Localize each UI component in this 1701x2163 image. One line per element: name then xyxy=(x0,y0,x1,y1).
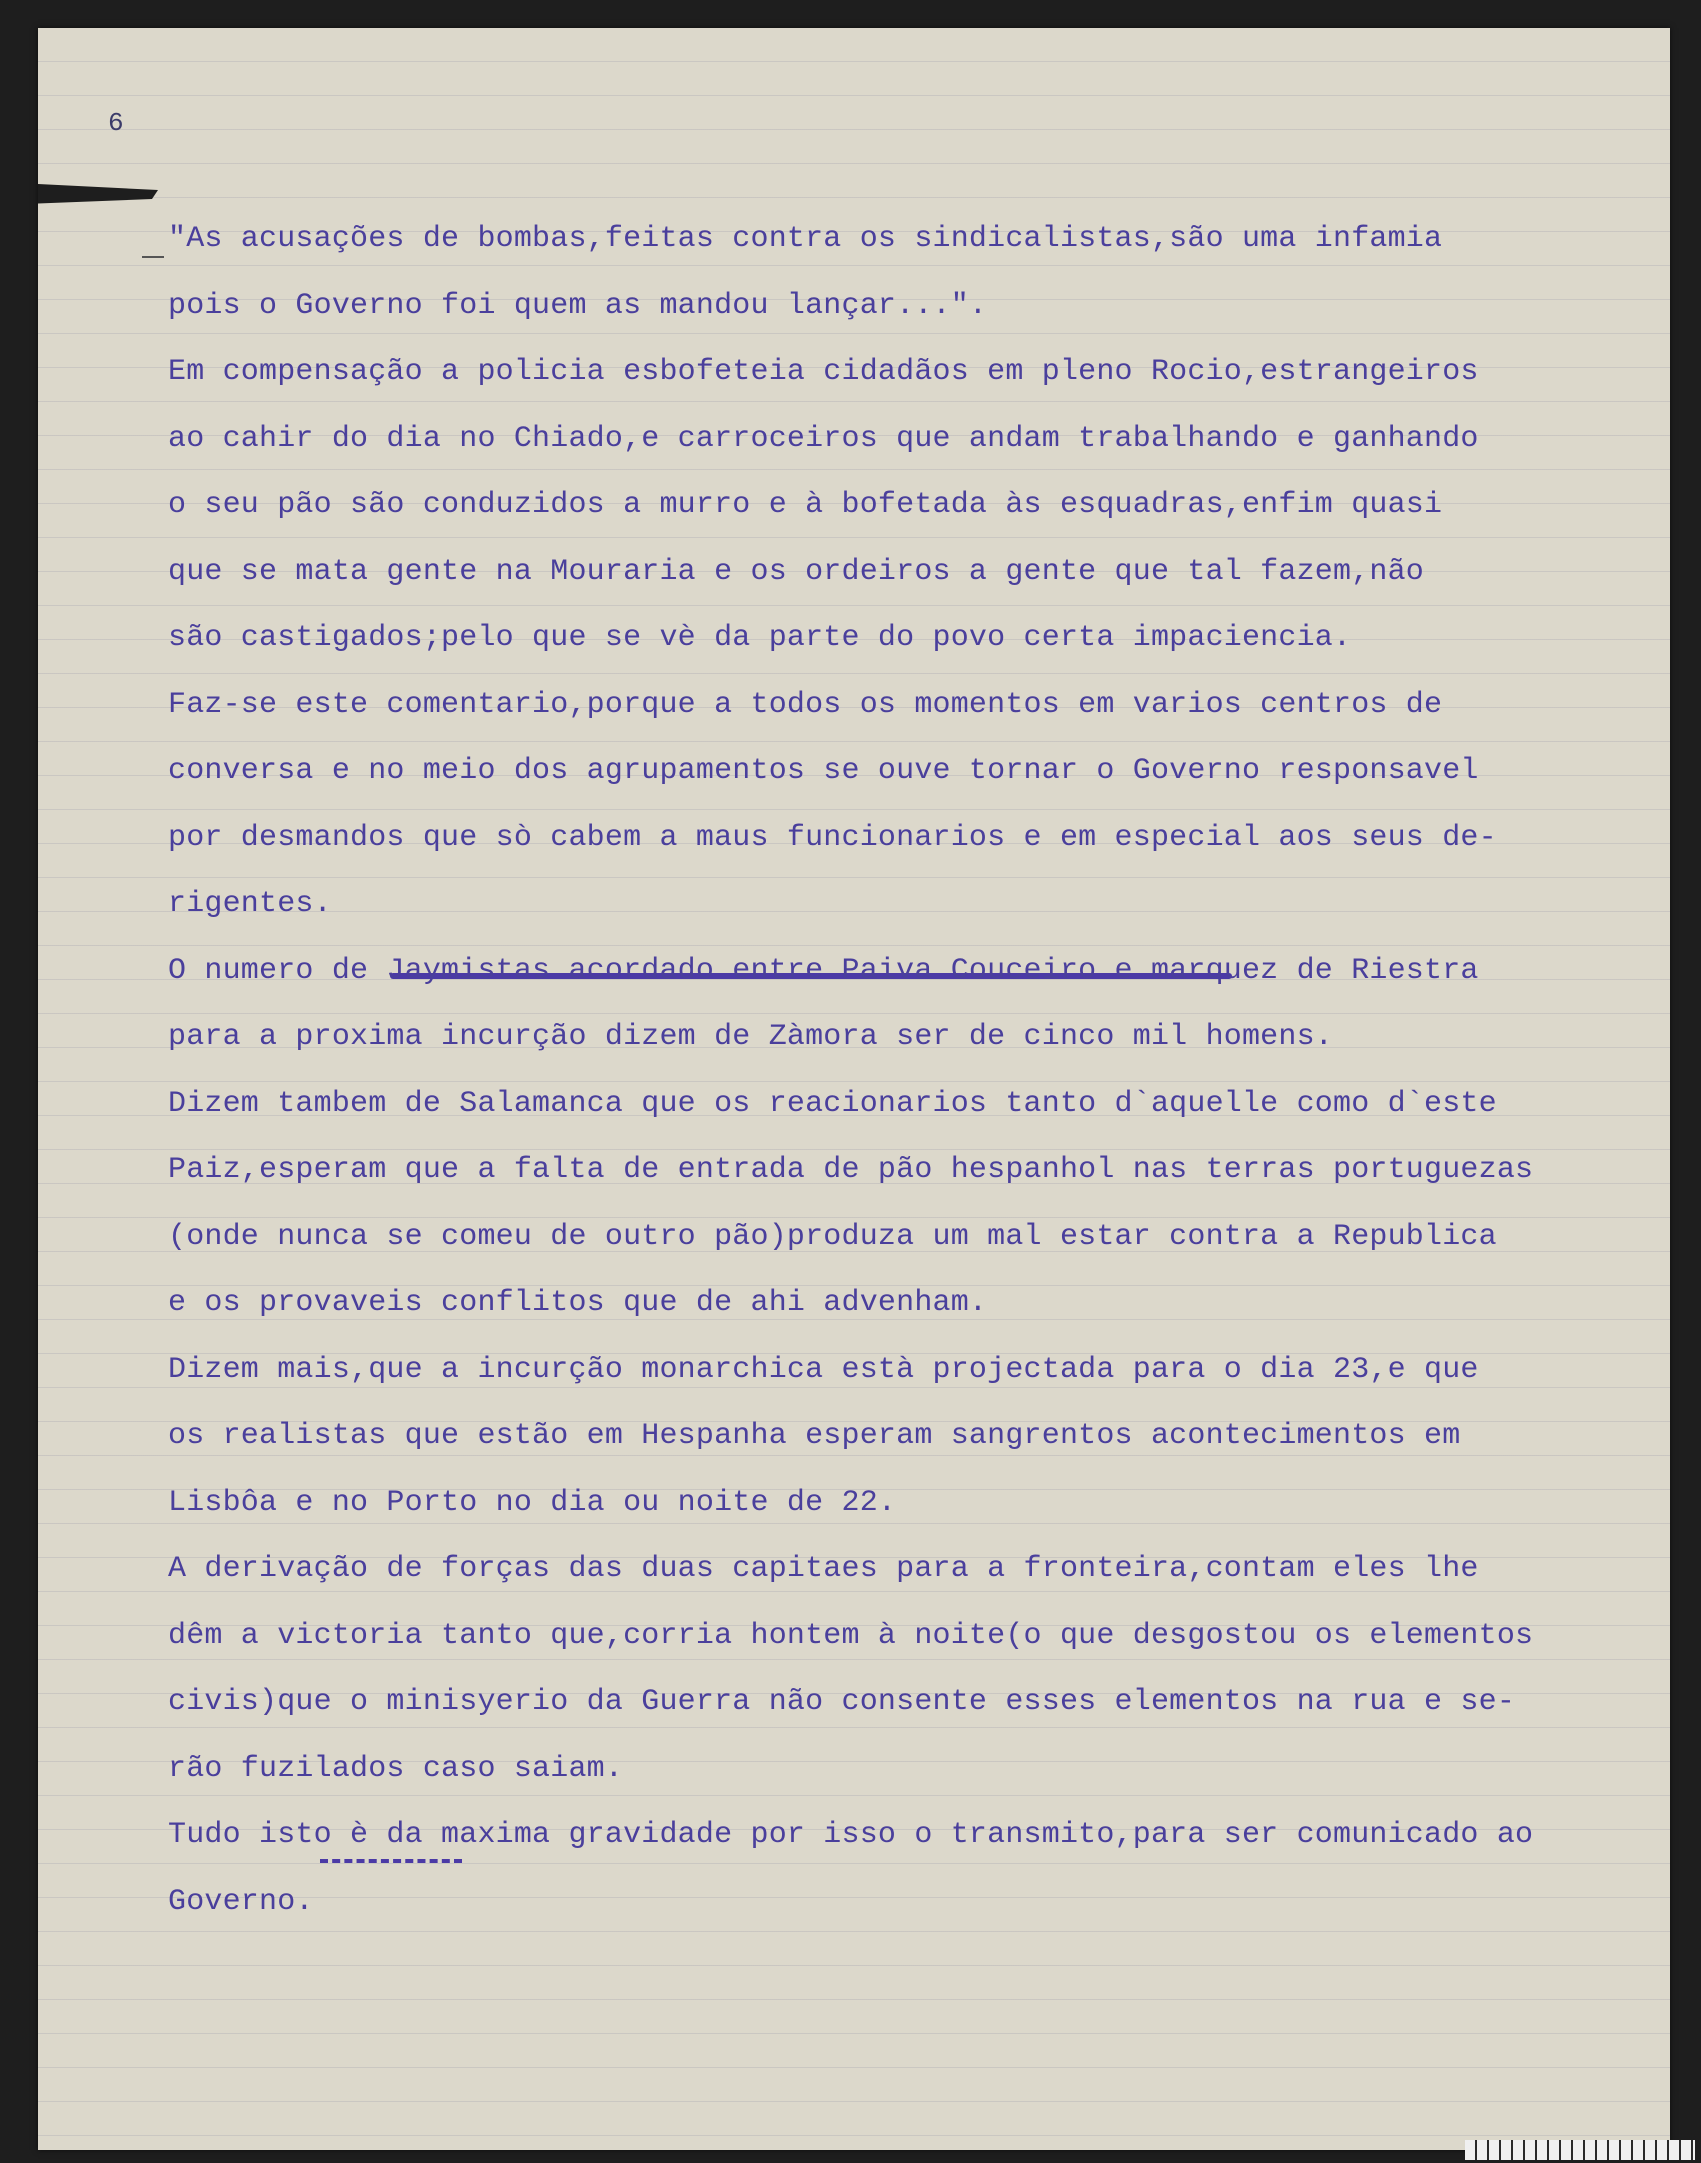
text-line: Em compensação a policia esbofeteia cidadãos em pleno Rocio,estrangeiros xyxy=(168,355,1479,389)
paragraph-block-2 xyxy=(168,938,1668,1936)
text-line: rigentes. xyxy=(168,887,332,921)
text-line: dêm a victoria tanto que,corria hontem à noite(o que desgostou os elementos xyxy=(168,1618,1534,1653)
text-line: Tudo isto è da maxima gravidade por isso o transmito,para ser comunicado ao xyxy=(168,1818,1534,1852)
text-line: por desmandos que sò cabem a maus funcionarios e em especial aos seus de- xyxy=(168,820,1497,855)
text-line: pois o Governo foi quem as mandou lançar...". xyxy=(168,288,988,323)
text-line: Governo. xyxy=(168,1884,314,1919)
typed-text-body xyxy=(168,206,1668,1935)
text-line: e os provaveis conflitos que de ahi advenham. xyxy=(168,1286,988,1320)
text-line: Dizem mais,que a incurção monarchica està projectada para o dia 23,e que xyxy=(168,1352,1479,1387)
text-line: (onde nunca se comeu de outro pão)produza um mal estar contra a Republica xyxy=(168,1219,1497,1254)
text-line: O numero de Jaymistas acordado entre Paiva Couceiro e marquez de Riestra xyxy=(168,953,1479,988)
text-line: Faz-se este comentario,porque a todos os momentos em varios centros de xyxy=(168,687,1443,722)
text-line: Lisbôa e no Porto no dia ou noite de 22. xyxy=(168,1485,897,1520)
text-line: rão fuzilados caso saiam. xyxy=(168,1751,624,1786)
page-number-mark: 6 xyxy=(108,108,124,138)
text-line: para a proxima incurção dizem de Zàmora ser de cinco mil homens. xyxy=(168,1020,1333,1054)
text-line: Dizem tambem de Salamanca que os reacionarios tanto d`aquelle como d`este xyxy=(168,1086,1497,1121)
text-line: conversa e no meio dos agrupamentos se ouve tornar o Governo responsavel xyxy=(168,754,1479,788)
text-line: os realistas que estão em Hespanha esperam sangrentos acontecimentos em xyxy=(168,1419,1461,1453)
text-line: o seu pão são conduzidos a murro e à bofetada às esquadras,enfim quasi xyxy=(168,488,1443,522)
text-line: "As acusações de bombas,feitas contra os sindicalistas,são uma infamia xyxy=(168,222,1443,256)
margin-dash xyxy=(142,256,164,258)
text-line: que se mata gente na Mouraria e os ordeiros a gente que tal fazem,não xyxy=(168,554,1425,589)
text-line: A derivação de forças das duas capitaes para a fronteira,contam eles lhe xyxy=(168,1552,1479,1586)
text-line: Paiz,esperam que a falta de entrada de pão hespanhol nas terras portuguezas xyxy=(168,1153,1534,1187)
scale-ruler xyxy=(1465,2140,1695,2160)
text-line: civis)que o minisyerio da Guerra não consente esses elementos na rua e se- xyxy=(168,1685,1516,1719)
paragraph-block-1 xyxy=(168,206,1668,938)
text-line: ao cahir do dia no Chiado,e carroceiros que andam trabalhando e ganhando xyxy=(168,421,1479,456)
text-line: são castigados;pelo que se vè da parte do povo certa impaciencia. xyxy=(168,621,1352,655)
